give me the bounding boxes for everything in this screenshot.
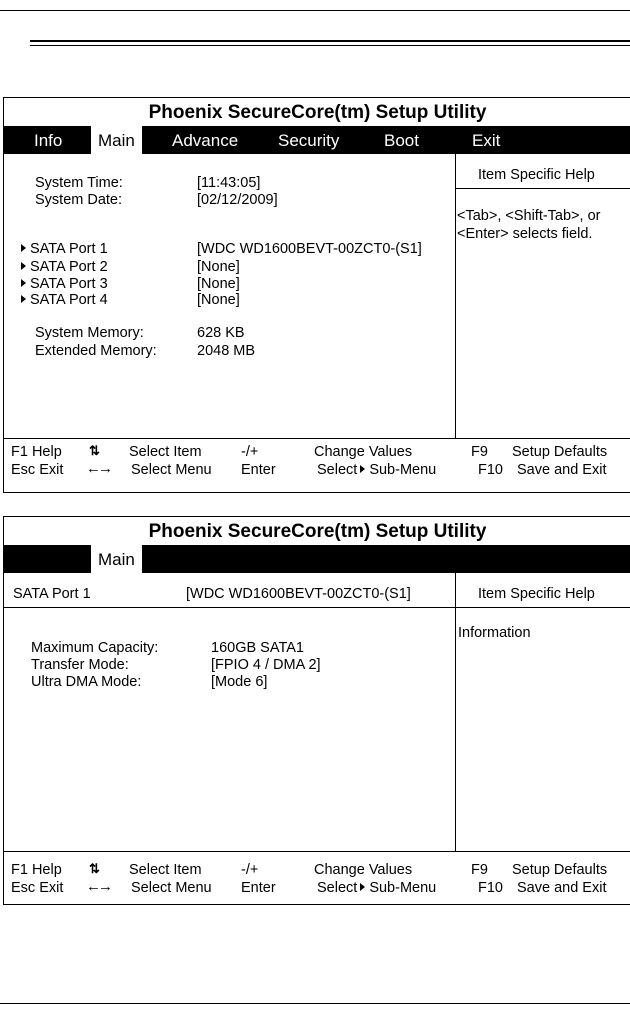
system-date-label: System Date:	[35, 192, 123, 208]
sata-port-2-value: [None]	[197, 259, 240, 275]
select-menu-hint: Select Menu	[131, 462, 212, 478]
sata-port-3-item[interactable]: SATA Port 3	[21, 276, 108, 292]
submenu-arrow-icon	[21, 262, 26, 270]
f10-key: F10	[478, 462, 503, 478]
save-exit-hint: Save and Exit	[517, 462, 607, 478]
sata-port-4-value: [None]	[197, 292, 240, 308]
extended-memory-value: 2048 MB	[197, 343, 256, 359]
sata-port-label: SATA Port 1	[13, 586, 91, 602]
up-down-arrows-icon: ⇅	[89, 443, 98, 458]
help-text: Information	[458, 625, 531, 641]
bios-screen-sata-port	[3, 516, 630, 905]
bios-title: Phoenix SecureCore(tm) Setup Utility	[148, 102, 487, 123]
system-time-label: System Time:	[35, 175, 123, 191]
submenu-arrow-icon	[21, 279, 26, 287]
minus-plus-key: -/+	[241, 444, 259, 460]
help-title: Item Specific Help	[478, 167, 595, 183]
menu-security[interactable]: Security	[278, 131, 340, 150]
esc-exit-key: Esc Exit	[11, 462, 64, 478]
menu-main[interactable]: Main	[91, 545, 142, 574]
bios-screen-main	[3, 97, 630, 493]
save-exit-hint: Save and Exit	[517, 880, 607, 896]
sata-port-4-item[interactable]: SATA Port 4	[21, 292, 108, 308]
sata-port-value: [WDC WD1600BEVT-00ZCT0-(S1]	[186, 586, 411, 602]
system-date-value[interactable]: [02/12/2009]	[197, 192, 278, 208]
select-item-hint: Select Item	[129, 862, 202, 878]
f1-help-key: F1 Help	[11, 444, 62, 460]
menu-exit[interactable]: Exit	[472, 131, 501, 150]
change-values-hint: Change Values	[314, 862, 413, 878]
setup-defaults-hint: Setup Defaults	[512, 862, 608, 878]
help-title: Item Specific Help	[478, 586, 595, 602]
max-capacity-label: Maximum Capacity:	[31, 640, 159, 656]
transfer-mode-value[interactable]: [FPIO 4 / DMA 2]	[211, 657, 321, 673]
ultra-dma-label: Ultra DMA Mode:	[31, 674, 142, 690]
sata-port-2-item[interactable]: SATA Port 2	[21, 259, 108, 275]
transfer-mode-label: Transfer Mode:	[31, 657, 129, 673]
help-divider	[455, 154, 456, 438]
extended-memory-label: Extended Memory:	[35, 343, 157, 359]
ultra-dma-value[interactable]: [Mode 6]	[211, 674, 268, 690]
menu-info[interactable]: Info	[34, 131, 63, 150]
bios-menubar	[4, 545, 630, 573]
footer-divider	[4, 438, 630, 439]
menu-boot[interactable]: Boot	[384, 131, 419, 150]
enter-key: Enter	[241, 462, 276, 478]
f10-key: F10	[478, 880, 503, 896]
f9-key: F9	[471, 862, 488, 878]
system-memory-value: 628 KB	[197, 325, 245, 341]
help-title-divider	[455, 188, 630, 189]
change-values-hint: Change Values	[314, 444, 413, 460]
page-bottom-rule	[0, 1003, 630, 1004]
left-right-arrows-icon: ←→	[86, 460, 110, 477]
enter-key: Enter	[241, 880, 276, 896]
menu-advance[interactable]: Advance	[172, 131, 239, 150]
help-text: <Tab>, <Shift-Tab>, or	[457, 208, 601, 224]
up-down-arrows-icon: ⇅	[89, 861, 98, 876]
key-legend	[4, 861, 630, 901]
select-submenu-hint: Select Sub-Menu	[317, 880, 437, 896]
left-right-arrows-icon: ←→	[86, 878, 110, 895]
page-top-rule	[0, 10, 630, 11]
max-capacity-value: 160GB SATA1	[211, 640, 304, 656]
help-divider	[455, 573, 456, 851]
menu-main[interactable]: Main	[91, 126, 142, 155]
f9-key: F9	[471, 444, 488, 460]
header-divider	[4, 607, 630, 608]
minus-plus-key: -/+	[241, 862, 259, 878]
footer-divider	[4, 851, 630, 852]
select-item-hint: Select Item	[129, 444, 202, 460]
submenu-arrow-icon	[360, 465, 365, 473]
key-legend	[4, 443, 630, 483]
bios-title: Phoenix SecureCore(tm) Setup Utility	[148, 521, 487, 542]
bios-menubar	[4, 126, 630, 154]
setup-defaults-hint: Setup Defaults	[512, 444, 608, 460]
submenu-arrow-icon	[21, 295, 26, 303]
submenu-arrow-icon	[21, 244, 26, 252]
page-header-rule	[30, 40, 630, 46]
system-memory-label: System Memory:	[35, 325, 144, 341]
submenu-arrow-icon	[360, 883, 365, 891]
select-menu-hint: Select Menu	[131, 880, 212, 896]
sata-port-1-item[interactable]: SATA Port 1	[21, 241, 108, 257]
f1-help-key: F1 Help	[11, 862, 62, 878]
sata-port-1-value: [WDC WD1600BEVT-00ZCT0-(S1]	[197, 241, 422, 257]
system-time-value[interactable]: [11:43:05]	[197, 175, 261, 191]
help-text: <Enter> selects field.	[457, 226, 593, 242]
sata-port-3-value: [None]	[197, 276, 240, 292]
select-submenu-hint: Select Sub-Menu	[317, 462, 437, 478]
esc-exit-key: Esc Exit	[11, 880, 64, 896]
